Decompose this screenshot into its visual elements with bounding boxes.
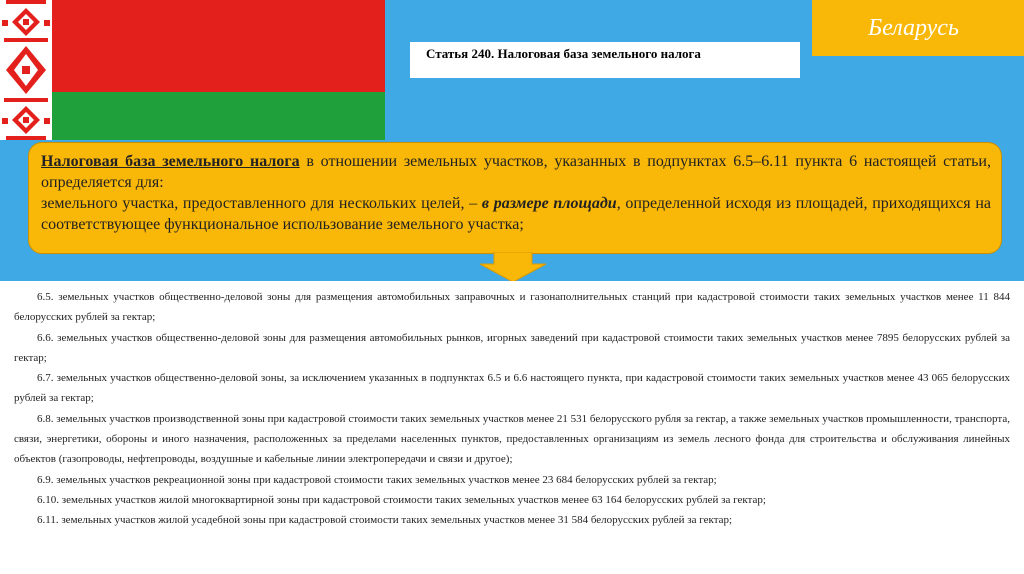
callout-text-1: в отношении земельных участков, указанных в подпунктах 6.5–6.11 пункта 6 настоящей статьи, определяется для: <box>41 153 991 191</box>
list-item: 6.11. земельных участков жилой усадебной зоны при кадастровой стоимости таких земельных участков менее 31 584 белорусских рублей за гектар; <box>37 514 733 527</box>
flag-ornament <box>0 0 52 140</box>
list-item: 6.8. земельных участков производственной зоны при кадастровой стоимости таких земельных участков менее 21 531 белорусского рубля за гектар, а также земельных участков промышленности, транспорта, связи, энергетики, обороны и иного назначения, расположенных за пределами населенных пунктов, предоставленных организациям из земель лесного фонда для строительства и обслуживания линейных объектов (газопроводы, нефтепроводы, воздушные и кабельные линии электропередачи и связи и другое); <box>14 412 1010 466</box>
flag-green-band <box>52 92 385 140</box>
callout-lead: Налоговая база земельного налога <box>41 153 300 170</box>
flag-red-band <box>52 0 385 92</box>
article-title: Статья 240. Налоговая база земельного налога <box>410 42 800 78</box>
list-item: 6.6. земельных участков общественно-деловой зоны для размещения автомобильных рынков, игорных заведений при кадастровой стоимости таких земельных участков менее 7895 белорусских рублей за гектар; <box>14 331 1010 364</box>
definition-callout <box>28 142 1002 254</box>
list-item: 6.10. земельных участков жилой многоквартирной зоны при кадастровой стоимости таких земельных участков менее 63 164 белорусских рублей за гектар; <box>37 493 766 506</box>
callout-emphasis: в размере площади <box>481 195 617 212</box>
down-arrow-icon <box>478 252 548 282</box>
callout-text-3: , определенной исходя из площадей, приходящихся на соответствующее функциональное использование земельного участка; <box>41 195 991 233</box>
callout-text-2: земельного участка, предоставленного для нескольких целей, – <box>41 195 482 212</box>
belarus-flag <box>0 0 385 140</box>
country-label: Беларусь <box>812 0 1024 56</box>
list-item: 6.9. земельных участков рекреационной зоны при кадастровой стоимости таких земельных участков менее 23 684 белорусских рублей за гектар; <box>37 473 717 486</box>
list-item: 6.7. земельных участков общественно-деловой зоны, за исключением указанных в подпунктах 6.5 и 6.6 настоящего пункта, при кадастровой стоимости таких земельных участков менее 43 065 белорусских рублей за гектар; <box>14 372 1010 405</box>
list-item: 6.5. земельных участков общественно-деловой зоны для размещения автомобильных заправочных и газонаполнительных станций при кадастровой стоимости таких земельных участков менее 11 844 белорусских рублей за гектар; <box>14 291 1010 324</box>
legal-text-panel <box>0 281 1024 574</box>
